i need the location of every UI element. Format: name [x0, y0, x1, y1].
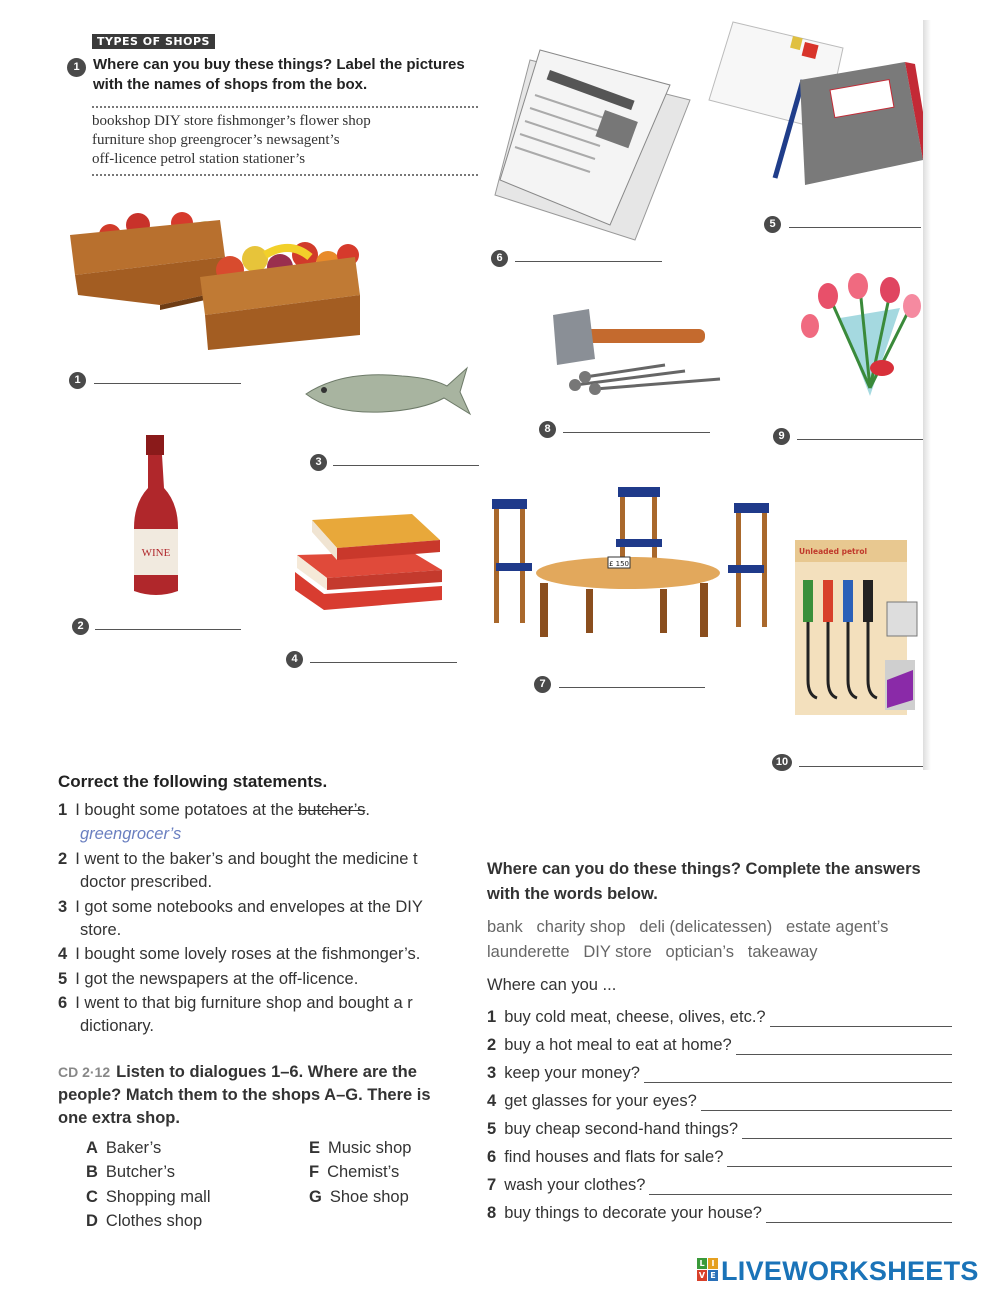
question-item	[487, 1092, 697, 1111]
statement-3	[58, 898, 423, 917]
shop-option	[86, 1212, 202, 1231]
option-text: Music shop	[328, 1139, 412, 1157]
price-tag-text: £ 150	[608, 560, 630, 568]
picture-label-number: 2	[72, 618, 89, 635]
picture-label-number: 4	[286, 651, 303, 668]
item-number: 5	[58, 970, 68, 988]
exercise-1-instruction: Where can you buy these things? Label the pictures with the names of shops from the box.	[93, 56, 465, 93]
statement-2-cont: doctor prescribed.	[80, 873, 213, 891]
item-number: 2	[58, 850, 68, 868]
brand-name: LIVEWORKSHEETS	[721, 1256, 979, 1286]
option-text: Shopping mall	[105, 1188, 211, 1206]
item-number: 3	[487, 1064, 497, 1082]
option-letter: C	[86, 1188, 98, 1206]
statement-5	[58, 970, 358, 989]
word-list-line: bank charity shop deli (delicatessen) estate agent’s	[487, 918, 889, 936]
option-letter: G	[309, 1188, 322, 1206]
brand-logo-mark	[697, 1258, 719, 1282]
newspapers-image	[490, 40, 700, 240]
question-item	[487, 1120, 738, 1139]
item-number: 4	[487, 1092, 497, 1110]
option-letter: E	[309, 1139, 321, 1157]
question-text: buy a hot meal to eat at home?	[504, 1036, 732, 1054]
answer-line[interactable]	[736, 1054, 952, 1055]
question-item	[487, 1008, 766, 1027]
answer-line-6[interactable]	[515, 261, 662, 262]
exercise-3-line3: one extra shop.	[58, 1109, 180, 1127]
option-text: Baker’s	[105, 1139, 162, 1157]
question-text: buy cheap second-hand things?	[504, 1120, 739, 1138]
statement-6-cont: dictionary.	[80, 1017, 154, 1035]
shop-option	[309, 1188, 409, 1207]
answer-line[interactable]	[770, 1026, 952, 1027]
option-text: Shoe shop	[329, 1188, 409, 1206]
brand-letter: E	[708, 1270, 718, 1281]
option-text: Chemist’s	[327, 1163, 400, 1181]
question-text: keep your money?	[504, 1064, 640, 1082]
section-tag: TYPES OF SHOPS	[92, 34, 215, 49]
word-box-line: bookshop DIY store fishmonger’s flower shop	[92, 113, 371, 129]
box-top-border	[92, 106, 478, 108]
statement-text: I got some notebooks and envelopes at the DIY	[75, 898, 423, 916]
example-answer: greengrocer’s	[80, 825, 182, 843]
wine-label-text: WINE	[141, 547, 171, 559]
statement-text: I went to that big furniture shop and bought a r	[75, 994, 413, 1012]
exercise-2-title: Correct the following statements.	[58, 772, 328, 791]
answer-line-10[interactable]	[799, 766, 926, 767]
picture-label-number: 6	[491, 250, 508, 267]
answer-line-7[interactable]	[559, 687, 705, 688]
item-number: 2	[487, 1036, 497, 1054]
exercise-3-line1	[58, 1063, 417, 1082]
exercise-4-line1: Where can you do these things? Complete the answers	[487, 860, 921, 878]
question-text: buy things to decorate your house?	[504, 1204, 762, 1222]
question-item	[487, 1148, 723, 1167]
picture-label-number: 7	[534, 676, 551, 693]
statement-text: I bought some potatoes at the	[75, 801, 299, 819]
flowers-image	[790, 268, 925, 398]
statement-3-cont: store.	[80, 921, 122, 939]
item-number: 8	[487, 1204, 497, 1222]
question-item	[487, 1064, 640, 1083]
books-image	[292, 510, 447, 615]
answer-line-2[interactable]	[95, 629, 241, 630]
question-text: wash your clothes?	[504, 1176, 646, 1194]
struck-word: butcher’s	[298, 801, 366, 819]
picture-label-number: 5	[764, 216, 781, 233]
item-number: 3	[58, 898, 68, 916]
stationery-image	[705, 20, 925, 180]
shop-option	[309, 1163, 399, 1182]
prompt: Where can you ...	[487, 976, 617, 994]
fish-image	[302, 358, 472, 420]
option-letter: F	[309, 1163, 320, 1181]
brand-letter: L	[697, 1258, 707, 1269]
answer-line-4[interactable]	[310, 662, 457, 663]
item-number: 6	[58, 994, 68, 1012]
exercise-3-line2: people? Match them to the shops A–G. There is	[58, 1086, 431, 1104]
item-number: 4	[58, 945, 68, 963]
answer-line[interactable]	[766, 1222, 952, 1223]
shop-option	[86, 1163, 175, 1182]
picture-label-number: 9	[773, 428, 790, 445]
statement-text: I went to the baker’s and bought the medicine t	[75, 850, 418, 868]
statement-4	[58, 945, 420, 964]
answer-line-9[interactable]	[797, 439, 924, 440]
wine-bottle-image	[126, 433, 186, 601]
option-letter: B	[86, 1163, 98, 1181]
option-text: Clothes shop	[105, 1212, 203, 1230]
answer-line[interactable]	[727, 1166, 952, 1167]
question-text: buy cold meat, cheese, olives, etc.?	[504, 1008, 766, 1026]
answer-line-3[interactable]	[333, 465, 479, 466]
statement-1	[58, 801, 370, 820]
word-box	[92, 112, 478, 169]
shop-option	[86, 1188, 211, 1207]
answer-line[interactable]	[701, 1110, 952, 1111]
fruit-veg-crates-image	[60, 195, 370, 355]
word-list-line: launderette DIY store optician’s takeaway	[487, 943, 818, 961]
statement-6	[58, 994, 413, 1013]
item-number: 6	[487, 1148, 497, 1166]
statement-text: I bought some lovely roses at the fishmonger’s.	[75, 945, 421, 963]
picture-label-number: 10	[772, 754, 792, 771]
question-item	[487, 1204, 762, 1223]
word-box-line: furniture shop greengrocer’s newsagent’s	[92, 132, 340, 148]
item-number: 5	[487, 1120, 497, 1138]
answer-line[interactable]	[649, 1194, 952, 1195]
item-number: 1	[58, 801, 68, 819]
exercise-number: 1	[67, 58, 86, 77]
petrol-sign-text: Unleaded petrol	[799, 547, 868, 556]
box-bottom-border	[92, 174, 478, 176]
brand-letter: I	[708, 1258, 718, 1269]
item-number: 1	[487, 1008, 497, 1026]
option-letter: A	[86, 1139, 98, 1157]
question-item	[487, 1176, 645, 1195]
option-letter: D	[86, 1212, 98, 1230]
exercise-3-text: Listen to dialogues 1–6. Where are the	[116, 1063, 417, 1081]
picture-label-number: 1	[69, 372, 86, 389]
answer-line-5[interactable]	[789, 227, 921, 228]
petrol-pumps-image	[795, 540, 925, 720]
question-text: get glasses for your eyes?	[504, 1092, 697, 1110]
word-box-line: off-licence petrol station stationer’s	[92, 151, 306, 167]
table-chairs-image	[490, 485, 775, 645]
shop-option	[309, 1139, 411, 1158]
picture-label-number: 3	[310, 454, 327, 471]
answer-line-8[interactable]	[563, 432, 710, 433]
question-text: find houses and flats for sale?	[504, 1148, 724, 1166]
answer-line-1[interactable]	[94, 383, 241, 384]
brand-letter: V	[698, 1271, 706, 1280]
page-edge	[923, 20, 931, 770]
statement-2	[58, 850, 418, 869]
hammer-nails-image	[545, 305, 730, 400]
answer-line[interactable]	[644, 1082, 952, 1083]
shop-option	[86, 1139, 161, 1158]
option-text: Butcher’s	[105, 1163, 176, 1181]
answer-line[interactable]	[742, 1138, 952, 1139]
statement-end: .	[365, 801, 370, 819]
statement-text: I got the newspapers at the off-licence.	[75, 970, 359, 988]
exercise-4-line2: with the words below.	[487, 885, 658, 903]
cd-track: CD 2·12	[58, 1064, 111, 1080]
question-item	[487, 1036, 732, 1055]
picture-label-number: 8	[539, 421, 556, 438]
item-number: 7	[487, 1176, 497, 1194]
